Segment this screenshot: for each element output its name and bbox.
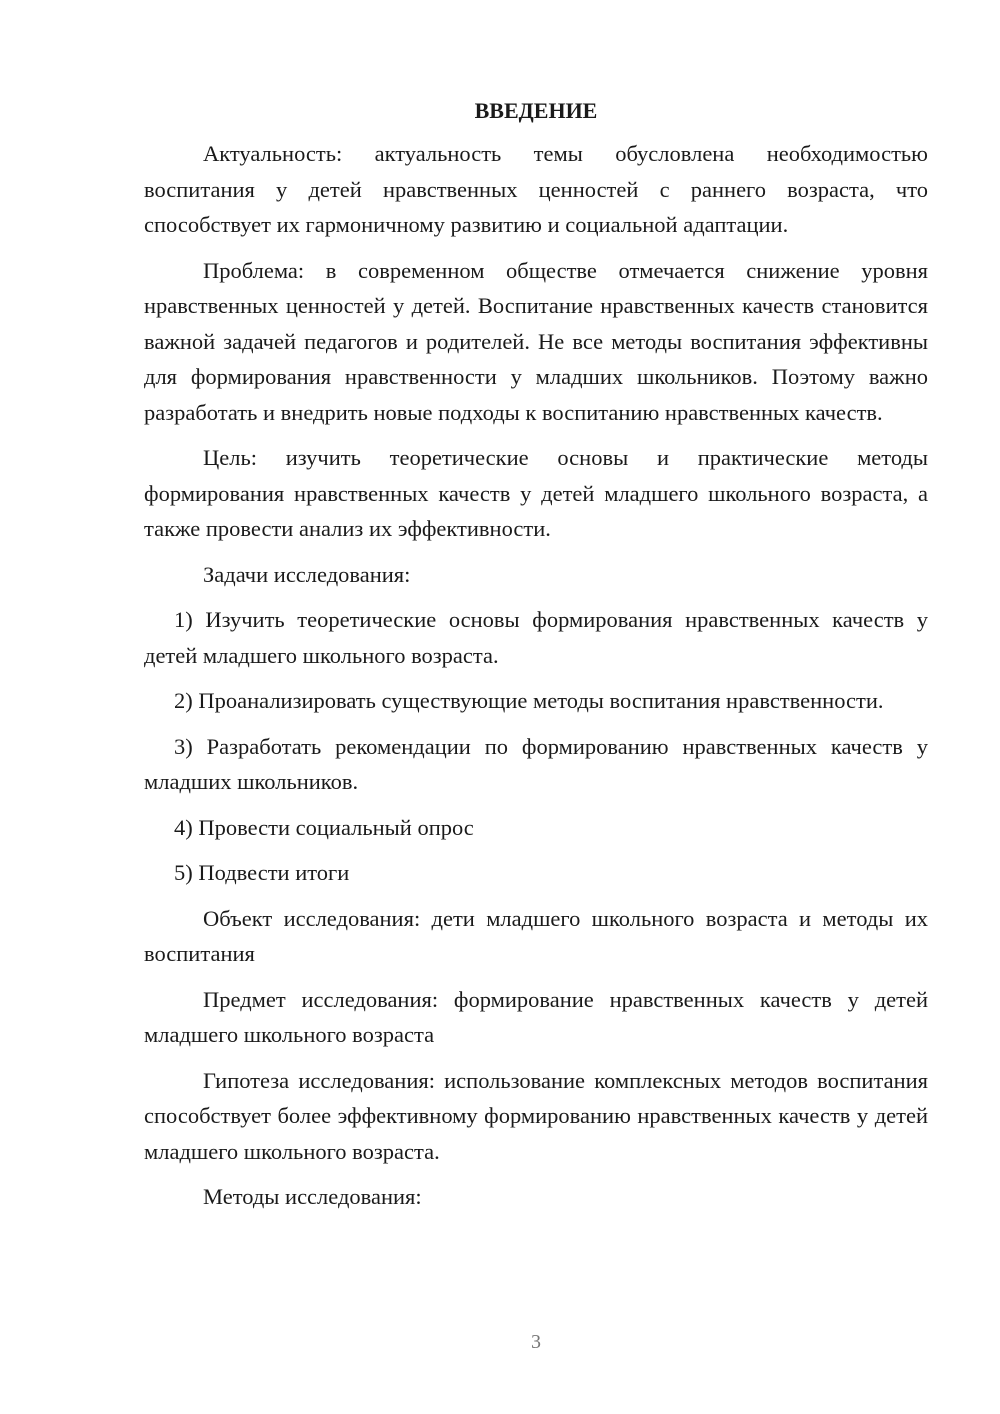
paragraph-subject: Предмет исследования: формирование нравственных качеств у детей младшего школьного возраста xyxy=(144,986,928,1047)
list-item: 4) Провести социальный опрос xyxy=(174,814,474,840)
paragraph-relevance: Актуальность: актуальность темы обусловлена необходимостью воспитания у детей нравственных ценностей с раннего возраста, что способствует их гармоничному развитию и социальной адаптации. xyxy=(144,141,928,237)
page-content xyxy=(144,94,928,1225)
paragraph-goal: Цель: изучить теоретические основы и практические методы формирования нравственных качеств у детей младшего школьного возраста, а также провести анализ их эффективности. xyxy=(144,445,928,541)
methods-heading: Методы исследования: xyxy=(203,1184,422,1209)
paragraph-hypothesis: Гипотеза исследования: использование комплексных методов воспитания способствует более эффективному формированию нравственных качеств у детей младшего школьного возраста. xyxy=(144,1067,928,1164)
section-title: ВВЕДЕНИЕ xyxy=(474,98,598,123)
paragraph-problem: Проблема: в современном обществе отмечается снижение уровня нравственных ценностей у детей. Воспитание нравственных качеств становится важной задачей педагогов и родителей. Не все методы воспитания эффективны для формирования нравственности у младших школьников. Поэтому важно разработать и внедрить новые подходы к воспитанию нравственных качеств. xyxy=(144,257,928,425)
list-item: 2) Проанализировать существующие методы воспитания нравственности. xyxy=(174,688,884,713)
list-item: 3) Разработать рекомендации по формированию нравственных качеств у младших школьников. xyxy=(144,733,928,794)
paragraph-object: Объект исследования: дети младшего школьного возраста и методы их воспитания xyxy=(144,905,928,966)
list-item: 5) Подвести итоги xyxy=(174,860,350,885)
page-number: 3 xyxy=(531,1331,541,1353)
list-item: 1) Изучить теоретические основы формирования нравственных качеств у детей младшего школьного возраста. xyxy=(144,607,928,668)
tasks-heading: Задачи исследования: xyxy=(203,561,411,587)
